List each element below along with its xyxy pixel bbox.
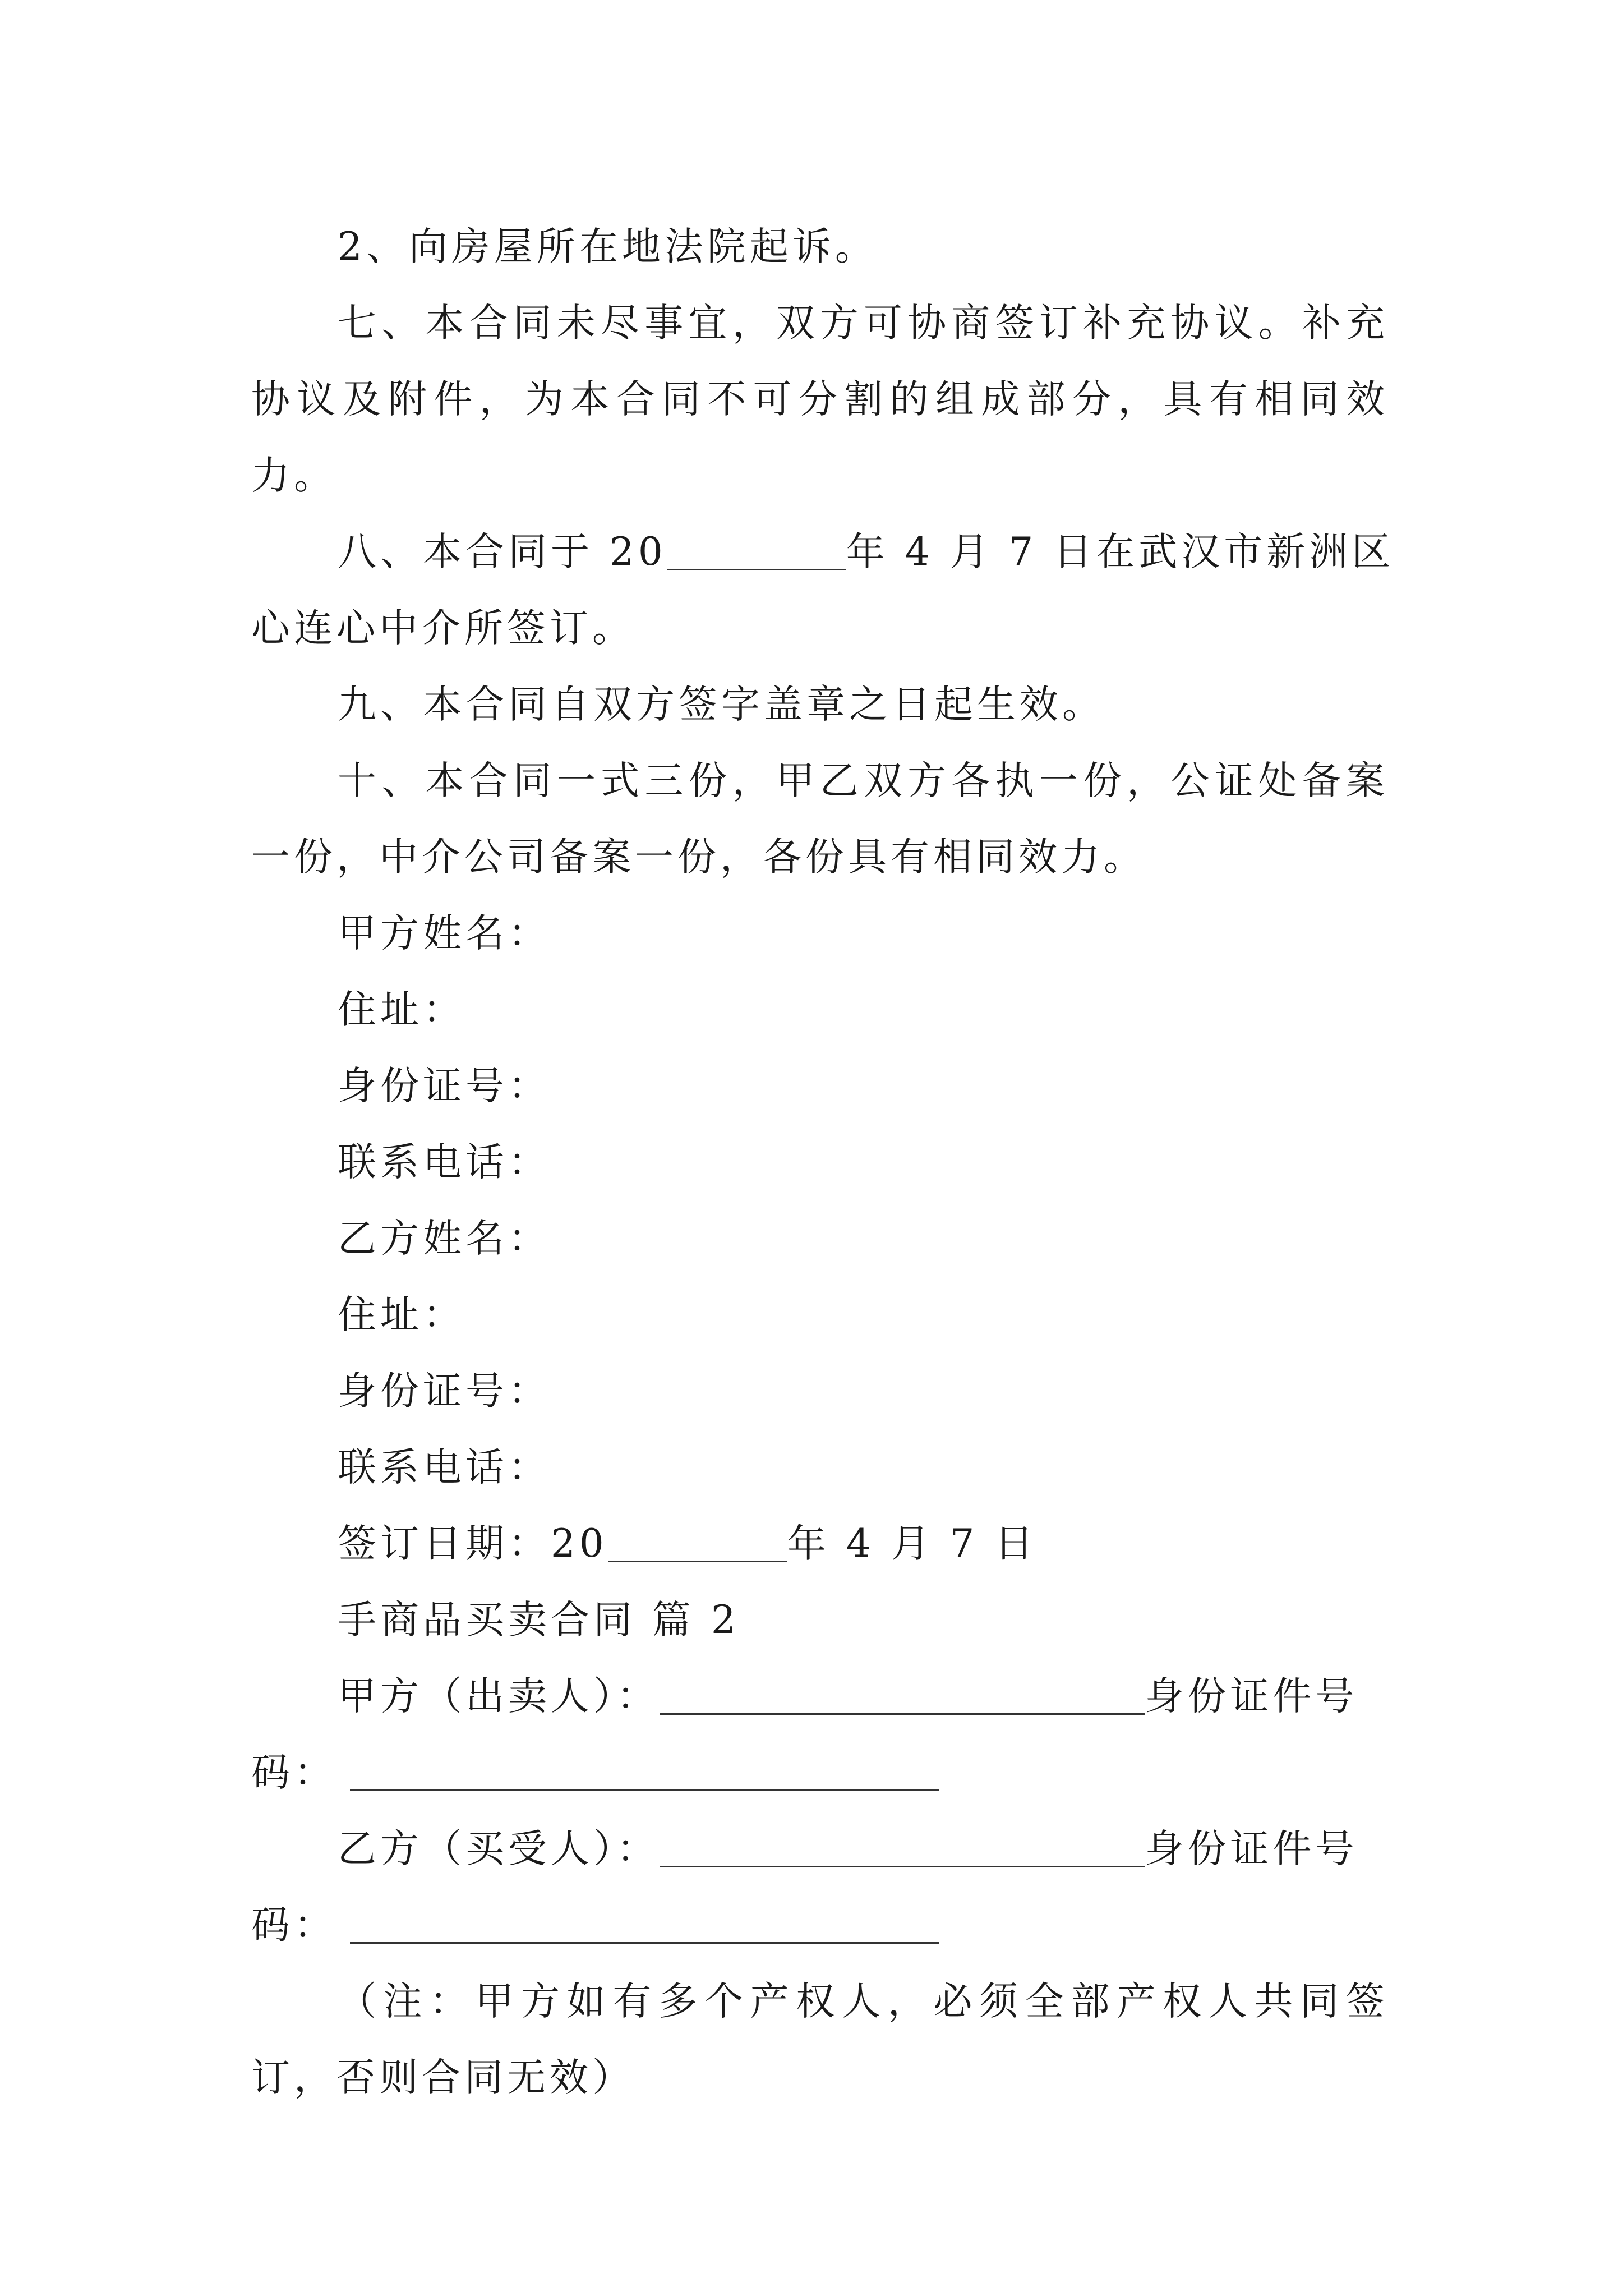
buyer-name-blank: [660, 1827, 1145, 1867]
seller-id-label-cont: 码：: [251, 1750, 336, 1795]
party-b-address-label: 住址：: [338, 1292, 465, 1337]
contract-body: [251, 209, 1395, 2116]
seller-name-blank: [660, 1674, 1145, 1715]
sign-date-suffix: 年 4 月 7 日: [787, 1521, 1038, 1566]
party-a-name-label: 甲方姓名：: [338, 911, 551, 956]
party-b-phone-label: 联系电话：: [338, 1445, 551, 1490]
sign-date: [251, 1506, 1389, 1582]
clause-7: 七、本合同未尽事宜，双方可协商签订补充协议。补充协议及附件，为本合同不可分割的组成部分，具有相同效力。: [251, 301, 1389, 498]
clause-2: 2、向房屋所在地法院起诉。: [338, 224, 878, 269]
section-title: 手商品买卖合同 篇 2: [338, 1598, 740, 1642]
clause-8-prefix: 八、本合同于 20: [338, 530, 667, 574]
buyer-id-blank: [350, 1903, 939, 1944]
seller-id-line: [251, 1734, 1389, 1811]
seller-label: 甲方（出卖人）：: [338, 1674, 660, 1719]
party-b-name-label: 乙方姓名：: [338, 1216, 551, 1261]
clause-10: 十、本合同一式三份，甲乙双方各执一份，公证处备案一份，中介公司备案一份，各份具有相同效力。: [251, 758, 1389, 880]
party-a-address-label: 住址：: [338, 987, 465, 1032]
owner-note: （注：甲方如有多个产权人，必须全部产权人共同签订，否则合同无效）: [251, 1979, 1389, 2100]
party-a-phone-label: 联系电话：: [338, 1140, 551, 1185]
year-blank: [667, 530, 846, 570]
sign-date-prefix: 签订日期：20: [338, 1521, 608, 1566]
buyer-id-line: [251, 1887, 1389, 1963]
buyer-label: 乙方（买受人）：: [338, 1826, 660, 1871]
sign-year-blank: [608, 1522, 787, 1562]
buyer-id-label: 身份证件号: [1145, 1826, 1358, 1871]
seller-id-label: 身份证件号: [1145, 1674, 1358, 1719]
party-a-id-label: 身份证号：: [338, 1064, 551, 1108]
clause-8-line-1: [251, 514, 1395, 590]
buyer-id-label-cont: 码：: [251, 1903, 336, 1948]
party-b-id-label: 身份证号：: [338, 1369, 551, 1414]
clause-8-line-2: 心连心中介所签订。: [251, 606, 635, 651]
seller-line: [251, 1658, 1389, 1734]
clause-8-suffix: 年 4 月 7 日在武汉市新洲区: [846, 530, 1395, 574]
clause-9: 九、本合同自双方签字盖章之日起生效。: [338, 682, 1105, 727]
buyer-line: [251, 1811, 1389, 1887]
seller-id-blank: [350, 1751, 939, 1791]
